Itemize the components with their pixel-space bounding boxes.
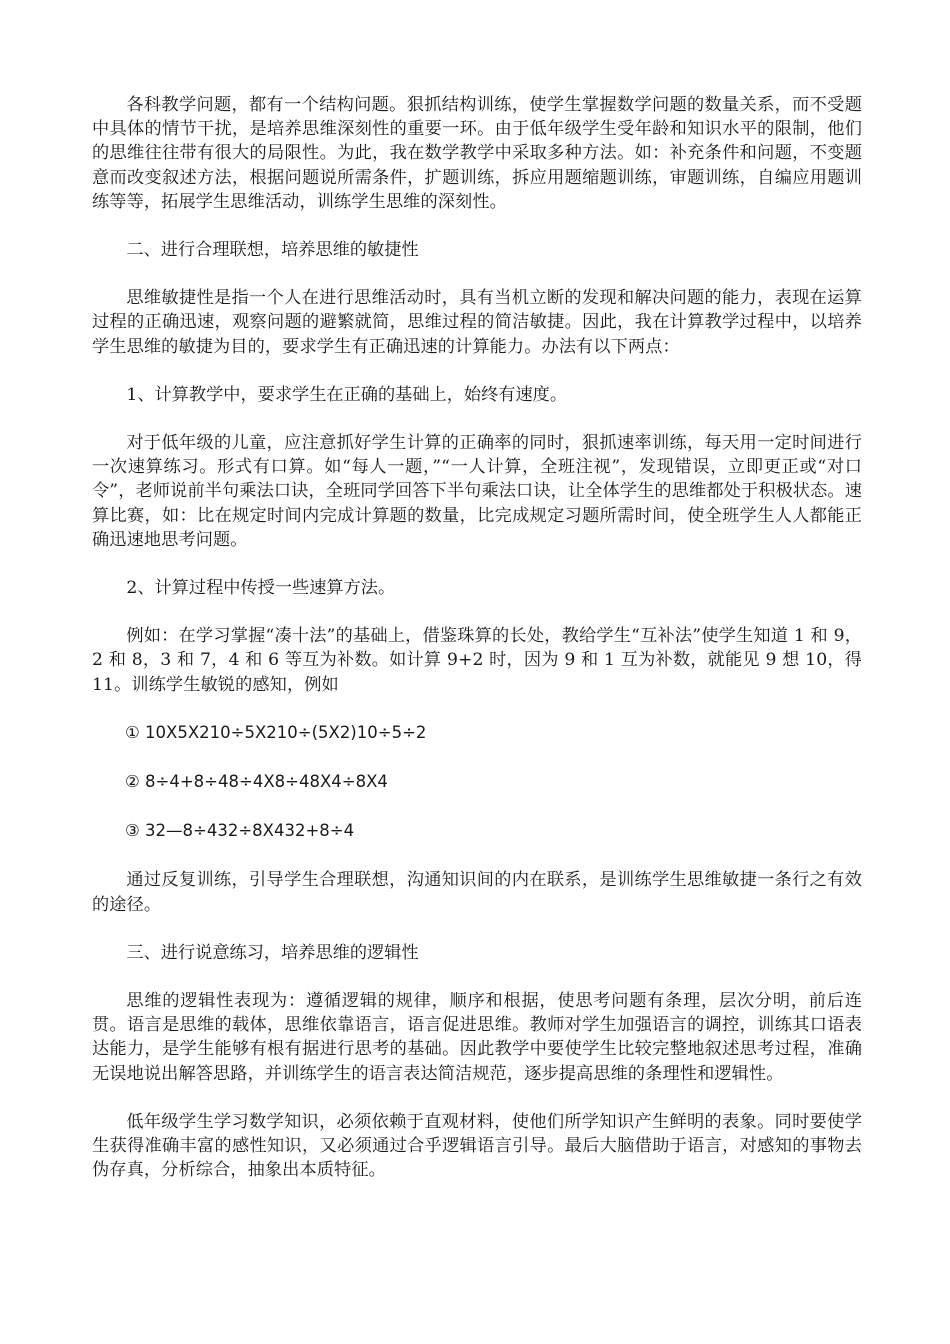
formula-2: ② 8÷4+8÷48÷4X8÷48X4÷8X4 [125, 772, 388, 792]
formula-1: ① 10X5X210÷5X210÷(5X2)10÷5÷2 [125, 722, 427, 742]
section-heading-3: 三、进行说意练习，培养思维的逻辑性 [126, 942, 419, 963]
section-heading-2: 二、进行合理联想，培养思维的敏捷性 [126, 240, 419, 261]
subheading-1: 1、计算教学中，要求学生在正确的基础上，始终有速度。 [126, 384, 568, 405]
paragraph-intuitive-materials: 低年级学生学习数学知识，必须依赖于直观材料，使他们所学知识产生鲜明的表象。同时要使学生获得准确丰富的感性知识，又必须通过合乎逻辑语言引导。最后大脑借助于语言，对感知的事物去伪存真，分析综合，抽象出本质特征。 [92, 1111, 862, 1181]
formula-3: ③ 32—8÷432÷8X432+8÷4 [125, 821, 355, 841]
paragraph-speed-practice: 对于低年级的儿童，应注意抓好学生计算的正确率的同时，狠抓速率训练，每天用一定时间进行一次速算练习。形式有口算。如“每人一题，”“一人计算，全班注视”，发现错误，立即更正或“对口令”，老师说前半句乘法口诀，全班同学回答下半句乘法口诀，让全体学生的思维都处于积极状态。速算比赛，如：比在规定时间内完成计算题的数量，比完成规定习题所需时间，使全班学生人人都能正确迅速地思考问题。 [92, 433, 862, 550]
paragraph-structure-training: 各科教学问题，都有一个结构问题。狠抓结构训练，使学生掌握数学问题的数量关系，而不受题中具体的情节干扰，是培养思维深刻性的重要一环。由于低年级学生受年龄和知识水平的限制，他们的思维往往带有很大的局限性。为此，我在数学教学中采取多种方法。如：补充条件和问题，不变题意而改变叙述方法，根据问题说所需条件，扩题训练，拆应用题缩题训练，审题训练，自编应用题训练等等，拓展学生思维活动，训练学生思维的深刻性。 [92, 95, 862, 212]
paragraph-complement-method: 例如：在学习掌握“凑十法”的基础上，借鉴珠算的长处，教给学生“互补法”使学生知道 1 和 9，2 和 8，3 和 7，4 和 6 等互为补数。如计算 9+2 时，因为 9 和 1 互为补数，就能见 9 想 10，得 11。训练学生敏锐的感知，例如 [92, 626, 862, 695]
paragraph-repeated-training: 通过反复训练，引导学生合理联想，沟通知识间的内在联系，是训练学生思维敏捷一条行之有效的途径。 [92, 870, 862, 915]
subheading-2: 2、计算过程中传授一些速算方法。 [126, 578, 396, 599]
document-page [92, 93, 862, 1207]
paragraph-logic-definition: 思维的逻辑性表现为：遵循逻辑的规律，顺序和根据，使思考问题有条理，层次分明，前后连贯。语言是思维的载体，思维依靠语言，语言促进思维。教师对学生加强语言的调控，训练其口语表达能力，是学生能够有根有据进行思考的基础。因此教学中要使学生比较完整地叙述思考过程，准确无误地说出解答思路，并训练学生的语言表达简洁规范，逐步提高思维的条理性和逻辑性。 [92, 991, 862, 1084]
paragraph-agility-definition: 思维敏捷性是指一个人在进行思维活动时，具有当机立断的发现和解决问题的能力，表现在运算过程的正确迅速，观察问题的避繁就简，思维过程的简洁敏捷。因此，我在计算教学过程中，以培养学生思维的敏捷为目的，要求学生有正确迅速的计算能力。办法有以下两点： [92, 288, 862, 357]
